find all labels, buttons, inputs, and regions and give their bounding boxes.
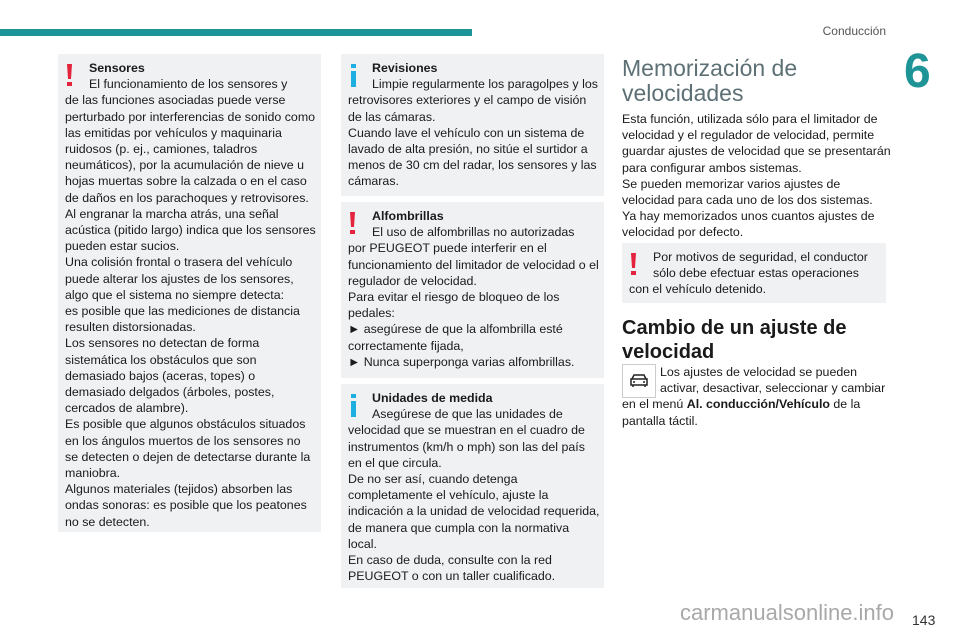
page-number: 143 — [912, 612, 936, 628]
info-icon — [351, 64, 356, 87]
section-title: Conducción — [822, 24, 886, 38]
heading-line: velocidades — [622, 80, 744, 106]
text-line: PEUGEOT o con un taller cualificado. — [348, 569, 556, 584]
warning-icon — [67, 64, 73, 86]
watermark: carmanualsonline.info — [680, 600, 895, 625]
text-line: pueden estar sucios. — [65, 239, 180, 254]
text-line: instrumentos (km/h o mph) son las del país — [348, 439, 585, 454]
text-line: menos de 30 cm del radar, los sensores y las — [348, 158, 597, 173]
text-line: de las cámaras. — [348, 109, 436, 124]
text-line: regulador de velocidad. — [348, 273, 477, 288]
text-line: de las funciones asociadas puede verse — [65, 93, 286, 108]
text-line: ► Nunca superponga varias alfombrillas. — [348, 354, 575, 369]
text-line: Los sensores no detectan de forma — [65, 336, 260, 351]
text-line: Limpie regularmente los paragolpes y los — [372, 77, 598, 92]
text-line: ruidosos (p. ej., camiones, taladros — [65, 142, 258, 157]
text-line: de daños en los parachoques y retrovisores. — [65, 190, 309, 205]
text-line: local. — [348, 536, 377, 551]
text-line: guardar ajustes de velocidad que se presentarán — [622, 144, 891, 159]
text-line: sólo debe efectuar estas operaciones — [653, 266, 859, 281]
text-line: Esta función, utilizada sólo para el limitador de — [622, 112, 878, 126]
info-icon — [351, 394, 356, 417]
text-line: velocidad que se muestran en el cuadro de — [348, 423, 585, 438]
text-line: velocidad por defecto. — [622, 225, 744, 240]
text-line: Es posible que algunos obstáculos situados — [65, 417, 306, 432]
text-line: demasiado delgados (árboles, postes, — [65, 385, 275, 400]
text-line: El uso de alfombrillas no autorizadas — [372, 225, 575, 240]
section-heading — [622, 56, 797, 106]
text-line: cercados de alambre). — [65, 401, 189, 416]
header-bar — [0, 29, 472, 36]
text-line: activar, desactivar, seleccionar y cambiar — [660, 381, 886, 396]
text-line: perturbado por interferencias de sonido como — [65, 109, 316, 124]
text-line: con el vehículo detenido. — [629, 282, 767, 297]
text-line: resulten distorsionadas. — [65, 320, 196, 335]
text-line: acústica (pitido largo) indica que los sensores — [65, 223, 316, 238]
text-line: Se pueden memorizar varios ajustes de — [622, 176, 841, 191]
text-line: Cuando lave el vehículo con un sistema de — [348, 125, 585, 140]
text-line: lavado de alta presión, no sitúe el surtidor a — [348, 142, 588, 157]
text-line: para configurar ambos sistemas. — [622, 160, 802, 175]
text-line: ondas sonoras: es posible que los peatones — [65, 498, 307, 513]
text-line: correctamente fijada, — [348, 338, 464, 353]
text-line: maniobra. — [65, 466, 121, 481]
text-line: se detecten o dejen de detectarse durante la — [65, 449, 311, 464]
safety-warning-box — [622, 243, 886, 303]
text: de la — [829, 397, 861, 412]
text-line: sistemática los obstáculos que son — [65, 352, 257, 367]
text-line: puede alterar los ajustes de los sensores, — [65, 271, 294, 286]
text-line: hojas muertas sobre la calzada o en el caso — [65, 174, 307, 189]
text-line: indicación a la unidad de velocidad requerida, — [348, 504, 600, 519]
heading-line: velocidad — [622, 341, 715, 363]
box-title: Revisiones — [372, 61, 438, 75]
menu-path: Al. conducción/Vehículo — [686, 397, 830, 412]
text-line: Por motivos de seguridad, el conductor — [653, 250, 868, 264]
text-line: demasiado bajos (aceras, topes) o — [65, 368, 256, 383]
text-line: algo que el sistema no siempre detecta: — [65, 287, 285, 302]
text-line: Asegúrese de que las unidades de — [372, 407, 563, 422]
sensors-warning-box — [58, 54, 321, 532]
box-title: Alfombrillas — [372, 209, 444, 223]
mats-warning-box — [341, 202, 604, 378]
text-line: completamente el vehículo, ajuste la — [348, 488, 549, 503]
maintenance-info-box — [341, 54, 604, 196]
text-line: pedales: — [348, 306, 395, 321]
text-line: En caso de duda, consulte con la red — [348, 553, 552, 568]
text-line: neumáticos), por la acumulación de nieve u — [65, 158, 304, 173]
heading-line: Cambio de un ajuste de — [622, 317, 847, 339]
text-line: Una colisión frontal o trasera del vehículo — [65, 255, 293, 270]
text-line: de manera que cumpla con la normativa — [348, 520, 570, 535]
text-line: en los ángulos muertos de los sensores no — [65, 433, 301, 448]
text-line: no se detecten. — [65, 514, 150, 529]
intro-paragraph — [622, 111, 891, 241]
text-line: pantalla táctil. — [622, 413, 698, 428]
text-line: Los ajustes de velocidad se pueden — [660, 365, 858, 379]
warning-icon — [631, 253, 637, 275]
text-line: De no ser así, cuando detenga — [348, 472, 518, 487]
text-line — [622, 396, 885, 412]
heading-line: Memorización de — [622, 55, 798, 81]
text-line: en el que circula. — [348, 455, 442, 470]
text-line: velocidad para cada uno de los dos sistemas. — [622, 193, 873, 208]
text-line: El funcionamiento de los sensores y — [89, 77, 288, 92]
text-line: Ya hay memorizados unos cuantos ajustes de — [622, 209, 875, 224]
text-line: las emitidas por vehículos y maquinaria — [65, 125, 282, 140]
chapter-number: 6 — [904, 45, 931, 98]
units-info-box — [341, 384, 604, 588]
text: en el menú — [622, 397, 687, 412]
menu-paragraph — [622, 364, 885, 429]
text-line: Para evitar el riesgo de bloqueo de los — [348, 290, 560, 305]
text-line: retrovisores exteriores y el campo de visión — [348, 93, 587, 108]
warning-icon — [350, 212, 356, 234]
box-title: Sensores — [89, 61, 145, 75]
text-line: velocidad y el regulador de velocidad, permite — [622, 128, 875, 143]
box-title: Unidades de medida — [372, 391, 493, 405]
text-line: cámaras. — [348, 174, 399, 189]
subheading — [622, 316, 846, 364]
text-line: funcionamiento del limitador de velocidad o el — [348, 257, 599, 272]
text-line: ► asegúrese de que la alfombrilla esté — [348, 322, 563, 337]
text-line: Al engranar la marcha atrás, una señal — [65, 206, 279, 221]
text-line: es posible que las mediciones de distancia — [65, 304, 300, 319]
text-line: Algunos materiales (tejidos) absorben las — [65, 482, 293, 497]
text-line: por PEUGEOT puede interferir en el — [348, 241, 547, 256]
